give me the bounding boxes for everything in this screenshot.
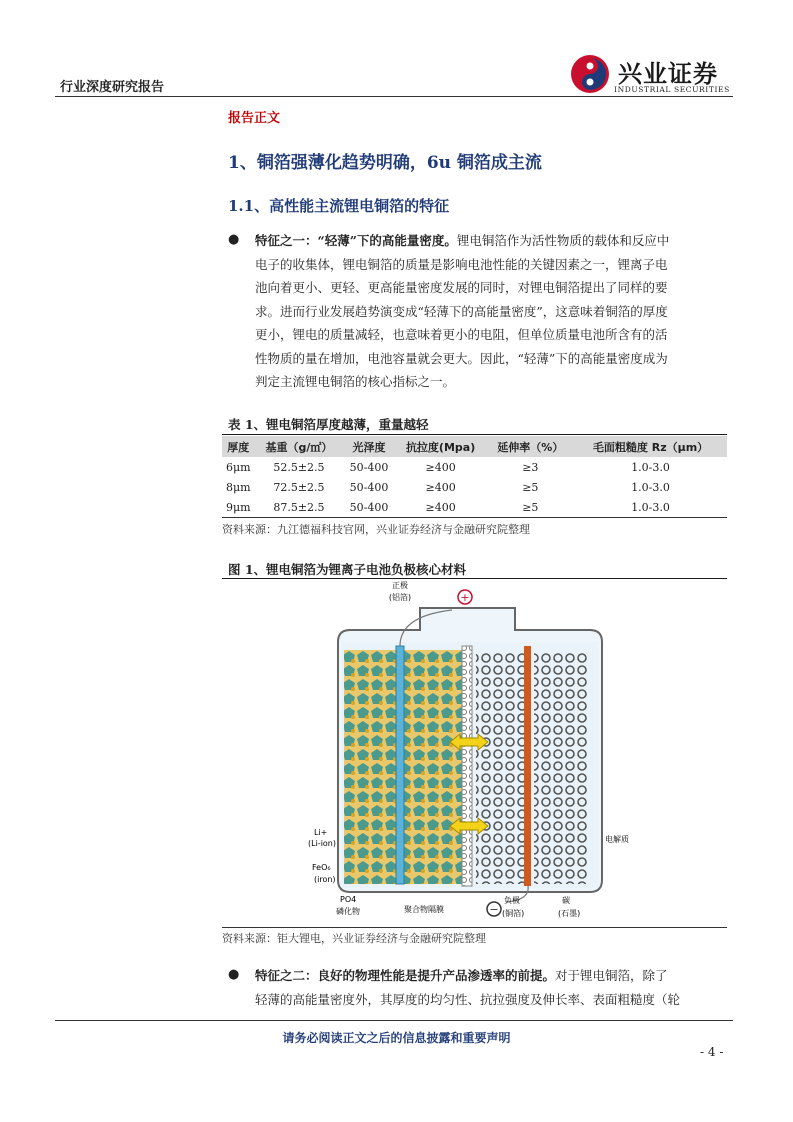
table-cell: 1.0-3.0: [574, 497, 727, 518]
report-type: 行业深度研究报告: [60, 80, 165, 95]
header-divider: [55, 96, 733, 97]
table-cell: ≥3: [522, 460, 539, 474]
brand-logo-icon: [569, 53, 611, 95]
page-number: - 4 -: [700, 1045, 724, 1059]
table-row: [222, 497, 727, 518]
table1-source: 资料来源：九江德福科技官网，兴业证券经济与金融研究院整理: [222, 523, 530, 536]
battery-diagram: [300, 580, 660, 926]
bullet1-line: 求。进而行业发展趋势演变成“轻薄下的高能量密度”，这意味着铜箔的厚度: [255, 303, 668, 319]
table-header-cell: 光泽度: [343, 436, 394, 457]
table-header-cell: 延伸率（%）: [487, 436, 575, 457]
minus-sign: −: [489, 903, 499, 916]
table-cell: 1.0-3.0: [631, 460, 670, 474]
label-po4-sub: 磷化物: [336, 907, 360, 916]
table1-top-rule: [222, 434, 727, 435]
bullet1-line: 性物质的量在增加，电池容量就会更大。因此，“轻薄”下的高能量密度成为: [255, 350, 668, 366]
table-cell: 87.5±2.5: [255, 497, 344, 518]
footer-divider: [55, 1020, 733, 1021]
table-cell: ≥5: [487, 497, 575, 518]
bullet2-line: 对于锂电铜箔，除了: [555, 968, 668, 983]
table-cell: ≥5: [522, 480, 539, 494]
table1-caption: 表 1、锂电铜箔厚度越薄，重量越轻: [228, 417, 429, 432]
figure1-source: 资料来源：钜大锂电，兴业证券经济与金融研究院整理: [222, 932, 486, 945]
table-cell: ≥400: [425, 460, 456, 474]
label-negative-sub: (铜箔): [502, 909, 525, 918]
brand-name-en: INDUSTRIAL SECURITIES: [614, 85, 730, 94]
table-cell: 8μm: [226, 480, 251, 494]
bullet2-lead: 特征之二：良好的物理性能是提升产品渗透率的前提。: [255, 968, 556, 983]
aluminum-foil: [396, 646, 404, 884]
table-header-cell: 抗拉度(Mpa): [395, 436, 487, 457]
table-cell: 50-400: [349, 480, 389, 494]
table-header-cell: 厚度: [222, 436, 255, 457]
table-cell: 72.5±2.5: [273, 480, 325, 494]
label-li-sub: (Li-ion): [308, 839, 336, 848]
bullet1-paragraph: [255, 229, 725, 394]
footer-disclaimer: 请务必阅读正文之后的信息披露和重要声明: [282, 1031, 511, 1045]
table-cell: 6μm: [226, 460, 251, 474]
figure1-caption: 图 1、锂电铜箔为锂离子电池负极核心材料: [228, 562, 467, 577]
bullet1-line: 锂电铜箔作为活性物质的载体和反应中: [456, 233, 670, 248]
bullet1-lead: 特征之一：“轻薄”下的高能量密度。: [255, 233, 457, 248]
table-cell: 52.5±2.5: [273, 460, 325, 474]
bullet1-line: 电子的收集体，锂电铜箔的质量是影响电池性能的关键因素之一，锂离子电: [255, 256, 668, 272]
graphite-layer-left: [476, 652, 526, 884]
table-cell: 1.0-3.0: [631, 480, 670, 494]
label-feo-sub: (iron): [314, 875, 336, 884]
bullet2-line: 轻薄的高能量密度外，其厚度的均匀性、抗拉强度及伸长率、表面粗糙度（轮: [255, 991, 681, 1007]
label-positive-sub: (铝箔): [388, 593, 412, 602]
table-cell: 50-400: [343, 497, 394, 518]
table-cell: 9μm: [222, 497, 255, 518]
graphite-layer-right: [534, 652, 588, 884]
heading-2: 1.1、高性能主流锂电铜箔的特征: [228, 197, 450, 215]
bullet2-paragraph: [255, 964, 725, 1011]
label-feo: FeO₆: [312, 863, 331, 872]
table-header-cell: 毛面粗糙度 Rz（μm）: [574, 436, 727, 457]
table-cell: ≥400: [395, 497, 487, 518]
label-carbon: 碳: [562, 896, 570, 905]
section-tag: 报告正文: [228, 111, 281, 126]
label-electrolyte: 电解质: [605, 835, 629, 844]
table-header-cell: 基重（g/㎡）: [255, 436, 344, 457]
label-separator: 聚合物隔膜: [404, 905, 444, 914]
plus-sign: +: [460, 591, 470, 604]
copper-foil: [524, 646, 531, 886]
table1: [222, 436, 727, 518]
bullet1-line: 更小，锂电的质量减轻，也意味着更小的电阻，但单位质量电池所含有的活: [255, 327, 668, 342]
bullet-dot: ●: [228, 967, 240, 982]
table-row: [222, 457, 727, 477]
bullet-dot: ●: [228, 232, 240, 247]
label-negative: 负极: [504, 896, 520, 905]
heading-1: 1、铜箔强薄化趋势明确，6u 铜箔成主流: [228, 153, 542, 173]
bullet1-line: 判定主流锂电铜箔的核心指标之一。: [255, 374, 456, 389]
brand-name-cn: 兴业证券: [618, 59, 718, 88]
figure1-top-rule: [222, 578, 727, 579]
figure1-bottom-rule: [222, 927, 727, 928]
table-header-row: [222, 436, 727, 457]
bullet1-line: 池向着更小、更轻、更高能量密度发展的同时，对锂电铜箔提出了同样的要: [255, 280, 668, 295]
table-cell: ≥400: [425, 480, 456, 494]
label-po4: PO4: [340, 895, 357, 904]
label-carbon-sub: (石墨): [558, 909, 581, 918]
table-row: [222, 477, 727, 497]
label-li: Li+: [314, 828, 328, 837]
label-positive: 正极: [392, 581, 408, 590]
separator: [462, 646, 472, 886]
table-cell: 50-400: [349, 460, 389, 474]
